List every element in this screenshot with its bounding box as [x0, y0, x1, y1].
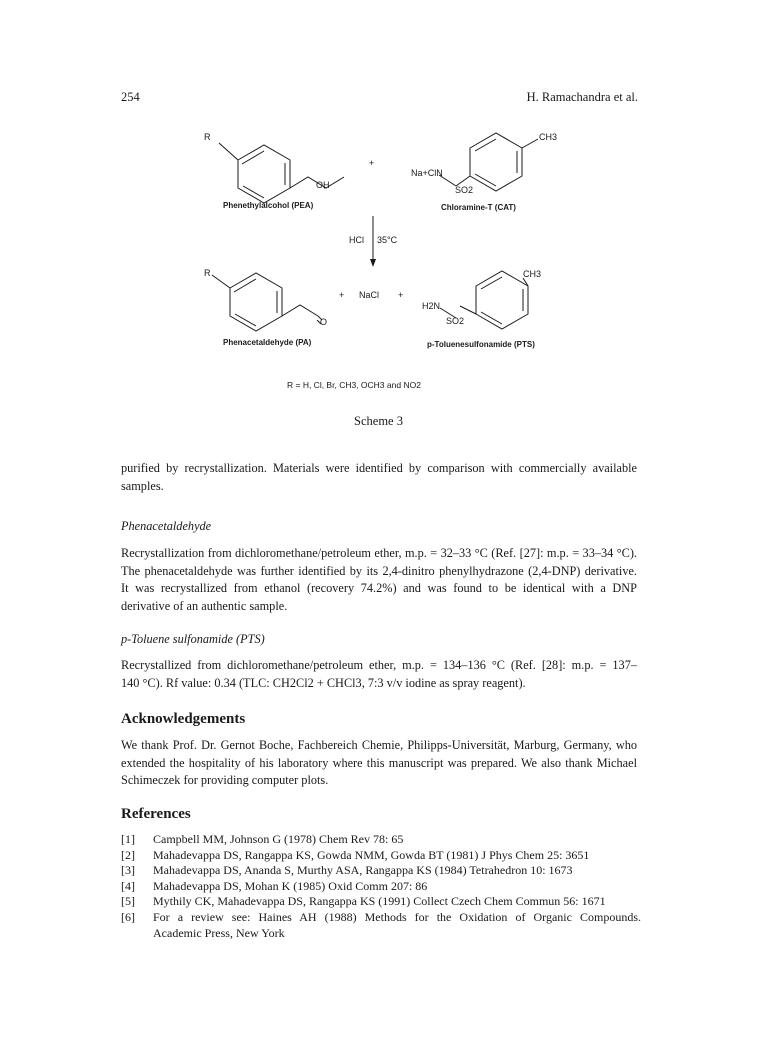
pa-aldehyde-o-label: O — [320, 317, 328, 327]
reference-text: Mahadevappa DS, Ananda S, Murthy ASA, Rangappa KS (1984) Tetrahedron 10: 1673 — [153, 863, 573, 878]
reference-item — [121, 863, 641, 879]
scheme-structures — [150, 128, 600, 406]
reaction-arrow-head — [370, 259, 376, 267]
pea-r-bond — [219, 143, 238, 160]
references-heading: References — [121, 806, 191, 822]
reference-number: [1] — [121, 832, 135, 846]
pea-caption: Phenethylalcohol (PEA) — [223, 201, 314, 210]
plus-sign: + — [339, 290, 345, 300]
reference-text: Campbell MM, Johnson G (1978) Chem Rev 78: 65 — [153, 832, 404, 846]
intro-paragraph — [121, 460, 637, 495]
cat-so2-label: SO2 — [455, 185, 474, 195]
text-line: derivative of an authentic sample. — [121, 598, 288, 613]
reference-number: [3] — [121, 863, 135, 878]
pts-heading: p-Toluene sulfonamide (PTS) — [121, 632, 265, 646]
reference-item — [121, 832, 641, 848]
running-head: H. Ramachandra et al. — [526, 90, 638, 104]
reference-number: [2] — [121, 847, 135, 862]
reference-text: Mahadevappa DS, Rangappa KS, Gowda NMM, Gowda BT (1981) J Phys Chem 25: 3651 — [153, 847, 590, 862]
text-line: We thank Prof. Dr. Gernot Boche, Fachbereich Chemie, Philipps-Universität, Marburg, Germany, who — [121, 738, 637, 752]
conditions-acid: HCl — [349, 235, 364, 245]
pea-ring-double-bond — [242, 151, 264, 164]
text-line: It was recrystallized from ethanol (recovery 74.2%) and was found to be identical with a DNP — [121, 581, 637, 595]
cat-na-cl-n-label: Na+ClN — [411, 168, 443, 178]
reference-text: Academic Press, New York — [153, 925, 285, 940]
pa-aldehyde-chain — [282, 305, 318, 316]
phenacetaldehyde-paragraph — [121, 545, 637, 615]
pa-ring-double-bond — [234, 279, 256, 292]
pea-oh-label: OH — [316, 180, 330, 190]
pea-r-label: R — [204, 132, 211, 142]
pts-ring-double-bond — [481, 277, 502, 289]
reference-number: [5] — [121, 894, 135, 909]
text-line: The phenacetaldehyde was further identified by its 2,4-dinitro phenylhydrazone (2,4-DNP) derivative. — [121, 563, 637, 578]
acknowledgements-paragraph — [121, 737, 637, 790]
pts-paragraph — [121, 657, 637, 692]
reference-number: [6] — [121, 909, 135, 924]
phenacetaldehyde-heading: Phenacetaldehyde — [121, 519, 212, 533]
plus-sign: + — [398, 290, 404, 300]
cat-ring-double-bond — [475, 174, 496, 186]
plus-sign: + — [369, 158, 375, 168]
reference-item — [121, 848, 641, 864]
reference-item — [121, 910, 641, 941]
pa-r-label: R — [204, 268, 211, 278]
text-line: 140 °C). Rf value: 0.34 (TLC: CH2Cl2 + CHCl3, 7:3 v/v iodine as spray reagent). — [121, 675, 526, 690]
conditions-temperature: 35°C — [377, 235, 398, 245]
pts-h2n-label: H2N — [422, 301, 441, 311]
pa-caption: Phenacetaldehyde (PA) — [223, 338, 312, 347]
acknowledgements-heading: Acknowledgements — [121, 711, 246, 727]
reference-item — [121, 894, 641, 910]
reference-text: Mahadevappa DS, Mohan K (1985) Oxid Comm 207: 86 — [153, 878, 428, 893]
pts-caption: p-Toluenesulfonamide (PTS) — [427, 340, 535, 349]
text-line: extended the hospitality of his laboratory where this manuscript was prepared. We also thank Michael — [121, 755, 637, 770]
pts-benzene-ring — [476, 271, 528, 329]
r-substituent-definition: R = H, Cl, Br, CH3, OCH3 and NO2 — [287, 380, 421, 390]
scheme-title: Scheme 3 — [354, 414, 403, 428]
reference-number: [4] — [121, 878, 135, 893]
reference-text: Mythily CK, Mahadevappa DS, Rangappa KS (1991) Collect Czech Chem Commun 56: 1671 — [153, 894, 606, 909]
pts-s-bond — [460, 306, 476, 314]
cat-ch3-label: CH3 — [539, 132, 558, 142]
pts-ring-double-bond — [481, 312, 502, 324]
text-line: Recrystallized from dichloromethane/petroleum ether, m.p. = 134–136 °C (Ref. [28]: m.p. = 137– — [121, 658, 637, 672]
pea-benzene-ring — [238, 145, 290, 203]
text-line: Schimeczek for providing computer plots. — [121, 773, 329, 787]
pa-ring-double-bond — [235, 314, 256, 326]
text-line: purified by recrystallization. Materials were identified by comparison with commercially available — [121, 461, 637, 475]
text-line: samples. — [121, 478, 164, 493]
cat-ch3-bond — [522, 139, 538, 148]
page-number: 254 — [121, 90, 140, 104]
nacl-label: NaCl — [359, 290, 380, 300]
cat-ring-double-bond — [475, 139, 496, 151]
pea-ring-double-bond — [243, 186, 264, 198]
reaction-scheme — [150, 128, 600, 406]
cat-caption: Chloramine-T (CAT) — [441, 203, 516, 212]
reference-item — [121, 879, 641, 895]
pa-benzene-ring — [230, 273, 282, 331]
pts-ch3-label: CH3 — [523, 269, 542, 279]
pts-so2-label: SO2 — [446, 316, 465, 326]
cat-benzene-ring — [470, 133, 522, 191]
reference-text: For a review see: Haines AH (1988) Methods for the Oxidation of Organic Compounds. — [153, 909, 641, 924]
references-list — [121, 832, 641, 941]
pa-r-bond — [212, 275, 230, 288]
text-line: Recrystallization from dichloromethane/petroleum ether, m.p. = 32–33 °C (Ref. [27]: m.p. = 33–34 °C). — [121, 546, 637, 560]
